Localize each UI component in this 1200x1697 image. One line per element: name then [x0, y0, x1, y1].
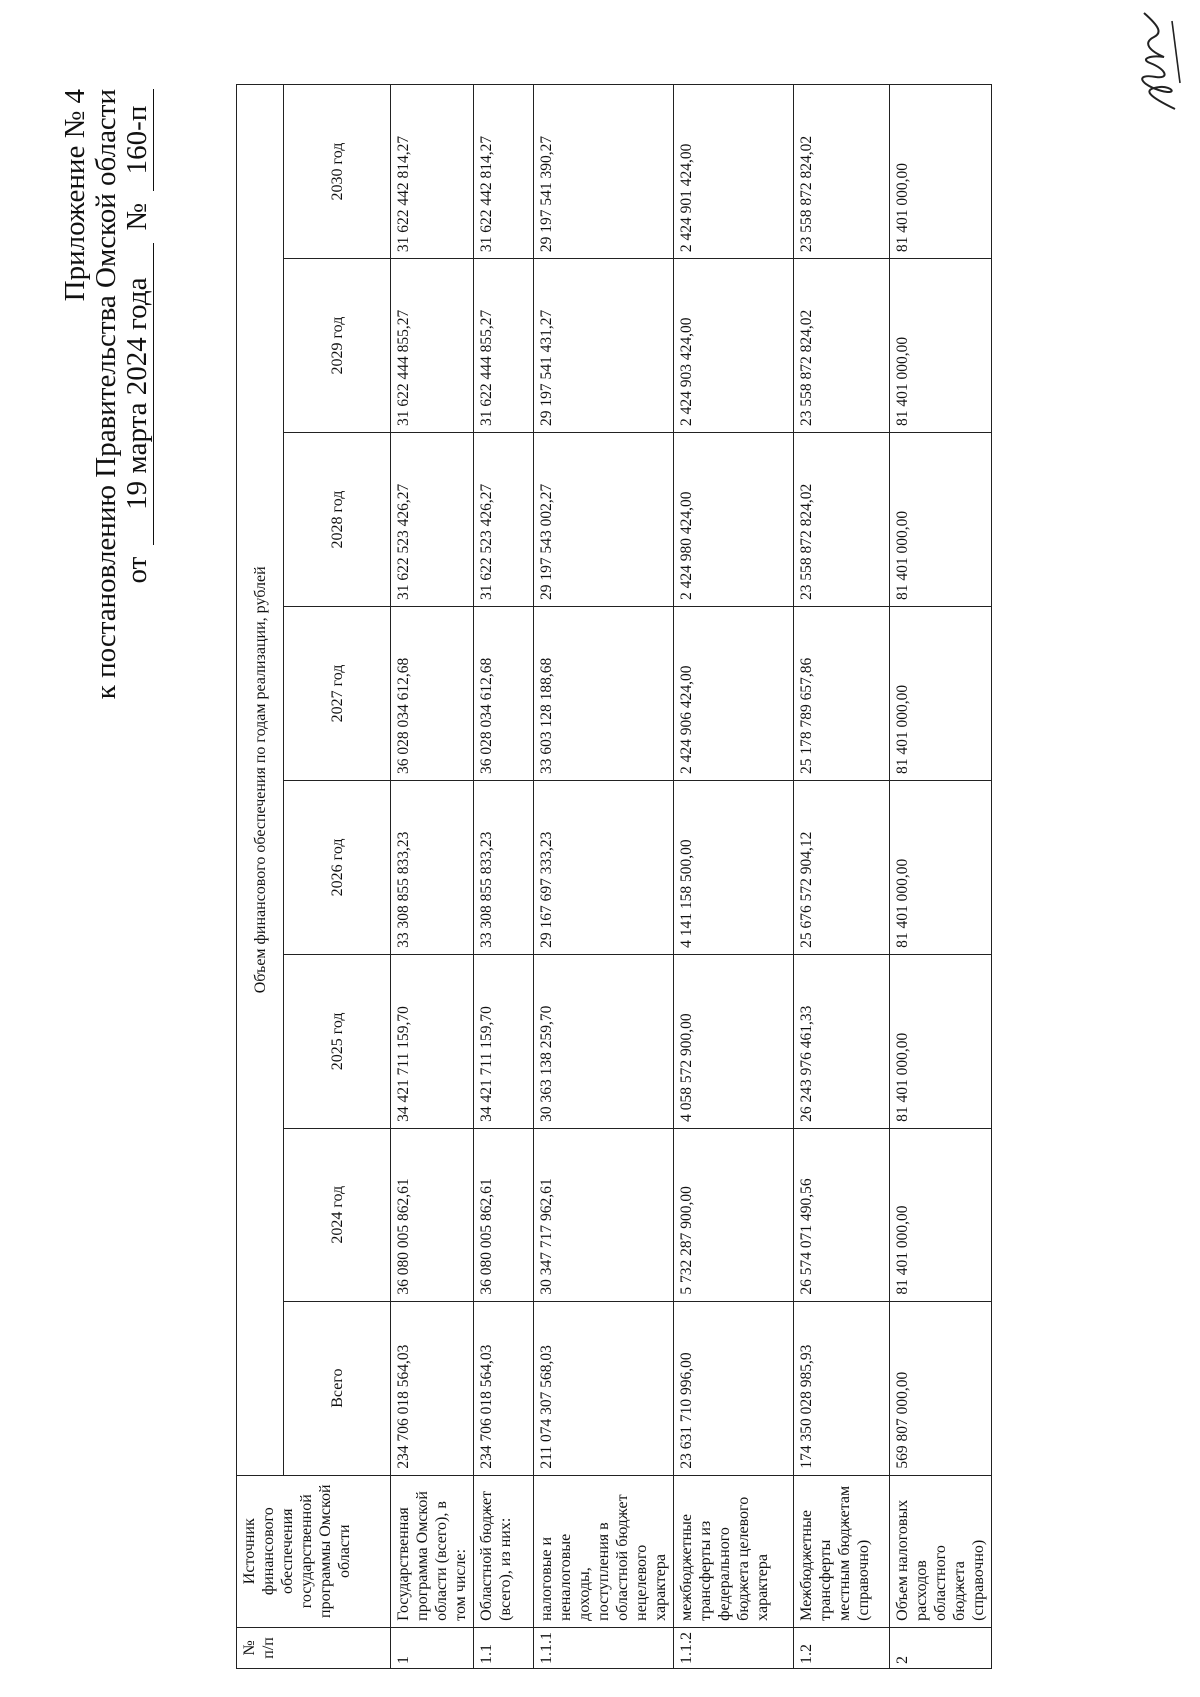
table-row [674, 85, 794, 1669]
row-number: 1.1.2 [674, 1627, 794, 1668]
value-2025: 81 401 000,00 [890, 954, 992, 1128]
number-label: № [121, 203, 153, 231]
column-header-source: Источник финансового обеспечения государственной программы Омской области [237, 1475, 391, 1627]
row-source-name: налоговые и неналоговые доходы, поступления в областной бюджет нецелевого характера [534, 1475, 674, 1627]
value-2029: 23 558 872 824,02 [794, 259, 890, 433]
value-total: 234 706 018 564,03 [474, 1301, 534, 1475]
row-source-name: межбюджетные трансферты из федерального бюджета целевого характера [674, 1475, 794, 1627]
row-source-name: Объем налоговых расходов областного бюджета (справочно) [890, 1475, 992, 1627]
value-2029: 31 622 444 855,27 [474, 259, 534, 433]
value-2026: 33 308 855 833,23 [474, 780, 534, 954]
column-header-no: № п/п [237, 1627, 391, 1668]
value-2026: 29 167 697 333,23 [534, 780, 674, 954]
appendix-title: Приложение № 4 [59, 89, 91, 302]
column-header-2027: 2027 год [284, 606, 391, 780]
value-2028: 2 424 980 424,00 [674, 433, 794, 607]
value-2025: 34 421 711 159,70 [391, 954, 474, 1128]
value-2028: 29 197 543 002,27 [534, 433, 674, 607]
value-2024: 81 401 000,00 [890, 1128, 992, 1301]
value-2024: 5 732 287 900,00 [674, 1128, 794, 1301]
value-2024: 36 080 005 862,61 [391, 1128, 474, 1301]
value-2030: 29 197 541 390,27 [534, 85, 674, 259]
value-2027: 2 424 906 424,00 [674, 606, 794, 780]
column-header-2026: 2026 год [284, 780, 391, 954]
signature-image [1120, 7, 1190, 117]
row-number: 1 [391, 1627, 474, 1668]
value-2027: 25 178 789 657,86 [794, 606, 890, 780]
column-header-volume: Объем финансового обеспечения по годам реализации, рублей [237, 85, 284, 1476]
value-2024: 30 347 717 962,61 [534, 1128, 674, 1301]
value-2028: 23 558 872 824,02 [794, 433, 890, 607]
table-header-row [237, 85, 284, 1669]
value-2025: 34 421 711 159,70 [474, 954, 534, 1128]
value-total: 174 350 028 985,93 [794, 1301, 890, 1475]
column-header-2028: 2028 год [284, 433, 391, 607]
value-2030: 81 401 000,00 [890, 85, 992, 259]
value-2027: 33 603 128 188,68 [534, 606, 674, 780]
decree-number: 160-п [122, 89, 154, 191]
value-total: 234 706 018 564,03 [391, 1301, 474, 1475]
value-2029: 31 622 444 855,27 [391, 259, 474, 433]
value-2024: 36 080 005 862,61 [474, 1128, 534, 1301]
decree-reference: к постановлению Правительства Омской области [90, 89, 122, 700]
row-source-name: Областной бюджет (всего), из них: [474, 1475, 534, 1627]
column-header-total: Всего [284, 1301, 391, 1475]
value-2024: 26 574 071 490,56 [794, 1128, 890, 1301]
document-header [60, 89, 154, 849]
value-total: 23 631 710 996,00 [674, 1301, 794, 1475]
table-subheader-row [284, 85, 391, 1669]
row-number: 1.2 [794, 1627, 890, 1668]
value-2030: 2 424 901 424,00 [674, 85, 794, 259]
column-header-2025: 2025 год [284, 954, 391, 1128]
decree-date-line [122, 89, 154, 849]
table-row [534, 85, 674, 1669]
table-row [391, 85, 474, 1669]
value-2027: 81 401 000,00 [890, 606, 992, 780]
value-2030: 31 622 442 814,27 [391, 85, 474, 259]
table-row [474, 85, 534, 1669]
row-number: 2 [890, 1627, 992, 1668]
from-label: от [121, 556, 153, 584]
table-row [890, 85, 992, 1669]
value-2029: 29 197 541 431,27 [534, 259, 674, 433]
table-row [794, 85, 890, 1669]
value-2026: 81 401 000,00 [890, 780, 992, 954]
column-header-2030: 2030 год [284, 85, 391, 259]
value-2028: 81 401 000,00 [890, 433, 992, 607]
value-2029: 2 424 903 424,00 [674, 259, 794, 433]
value-2026: 33 308 855 833,23 [391, 780, 474, 954]
value-2027: 36 028 034 612,68 [391, 606, 474, 780]
column-header-2024: 2024 год [284, 1128, 391, 1301]
value-2029: 81 401 000,00 [890, 259, 992, 433]
row-source-name: Межбюджетные трансферты местным бюджетам (справочно) [794, 1475, 890, 1627]
value-2025: 30 363 138 259,70 [534, 954, 674, 1128]
row-number: 1.1 [474, 1627, 534, 1668]
column-header-2029: 2029 год [284, 259, 391, 433]
value-2028: 31 622 523 426,27 [474, 433, 534, 607]
value-total: 211 074 307 568,03 [534, 1301, 674, 1475]
value-2025: 26 243 976 461,33 [794, 954, 890, 1128]
value-2028: 31 622 523 426,27 [391, 433, 474, 607]
value-2025: 4 058 572 900,00 [674, 954, 794, 1128]
value-2030: 31 622 442 814,27 [474, 85, 534, 259]
row-source-name: Государственная программа Омской области (всего), в том числе: [391, 1475, 474, 1627]
row-number: 1.1.1 [534, 1627, 674, 1668]
value-total: 569 807 000,00 [890, 1301, 992, 1475]
value-2026: 4 141 158 500,00 [674, 780, 794, 954]
decree-date: 19 марта 2024 года [122, 243, 154, 545]
value-2026: 25 676 572 904,12 [794, 780, 890, 954]
value-2027: 36 028 034 612,68 [474, 606, 534, 780]
financing-table [236, 84, 992, 1669]
value-2030: 23 558 872 824,02 [794, 85, 890, 259]
